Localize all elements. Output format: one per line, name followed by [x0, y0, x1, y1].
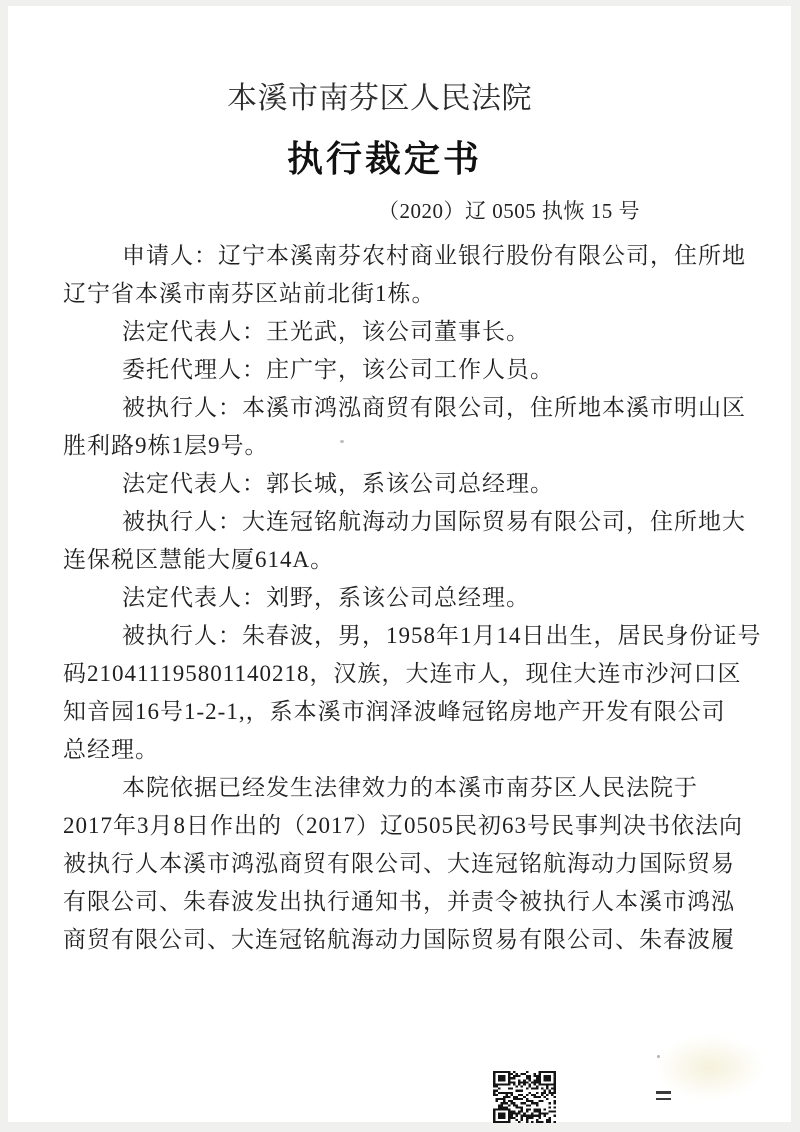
scan-speck [657, 1055, 660, 1058]
document-line-4: 委托代理人：庄广宇，该公司工作人员。 [122, 357, 554, 382]
document-line-7: 法定代表人：郭长城，系该公司总经理。 [122, 471, 554, 496]
scan-speck [340, 440, 344, 443]
document-line-10: 法定代表人：刘野，系该公司总经理。 [122, 585, 530, 610]
document-line-18: 有限公司、朱春波发出执行通知书，并责令被执行人本溪市鸿泓 [63, 889, 735, 914]
document-line-12: 码210411195801140218，汉族，大连市人，现住大连市沙河口区 [63, 661, 742, 686]
document-line-1: 申请人：辽宁本溪南芬农村商业银行股份有限公司，住所地 [122, 243, 746, 268]
document-line-19: 商贸有限公司、大连冠铭航海动力国际贸易有限公司、朱春波履 [63, 927, 735, 952]
document-line-14: 总经理。 [63, 737, 159, 762]
document-line-13: 知音园16号1-2-1,，系本溪市润泽波峰冠铭房地产开发有限公司 [63, 699, 726, 724]
qr-code-icon [493, 1071, 556, 1123]
document-line-15: 本院依据已经发生法律效力的本溪市南芬区人民法院于 [122, 775, 698, 800]
document-line-9: 连保税区慧能大厦614A。 [63, 547, 335, 572]
document-line-5: 被执行人：本溪市鸿泓商贸有限公司，住所地本溪市明山区 [122, 395, 746, 420]
document-body [63, 237, 762, 959]
case-number: （2020）辽 0505 执恢 15 号 [378, 199, 640, 223]
document-line-11: 被执行人：朱春波，男，1958年1月14日出生，居民身份证号 [122, 623, 762, 648]
court-name: 本溪市南芬区人民法院 [227, 82, 532, 115]
document-line-2: 辽宁省本溪市南芬区站前北街1栋。 [63, 281, 436, 306]
document-line-6: 胜利路9栋1层9号。 [63, 433, 269, 458]
document-line-17: 被执行人本溪市鸿泓商贸有限公司、大连冠铭航海动力国际贸易 [63, 851, 735, 876]
document-line-16: 2017年3月8日作出的（2017）辽0505民初63号民事判决书依法向 [63, 813, 743, 838]
document-line-8: 被执行人：大连冠铭航海动力国际贸易有限公司，住所地大 [122, 509, 746, 534]
document-title: 执行裁定书 [287, 139, 483, 179]
scan-smudge [655, 1035, 765, 1100]
document-line-3: 法定代表人：王光武，该公司董事长。 [122, 319, 530, 344]
